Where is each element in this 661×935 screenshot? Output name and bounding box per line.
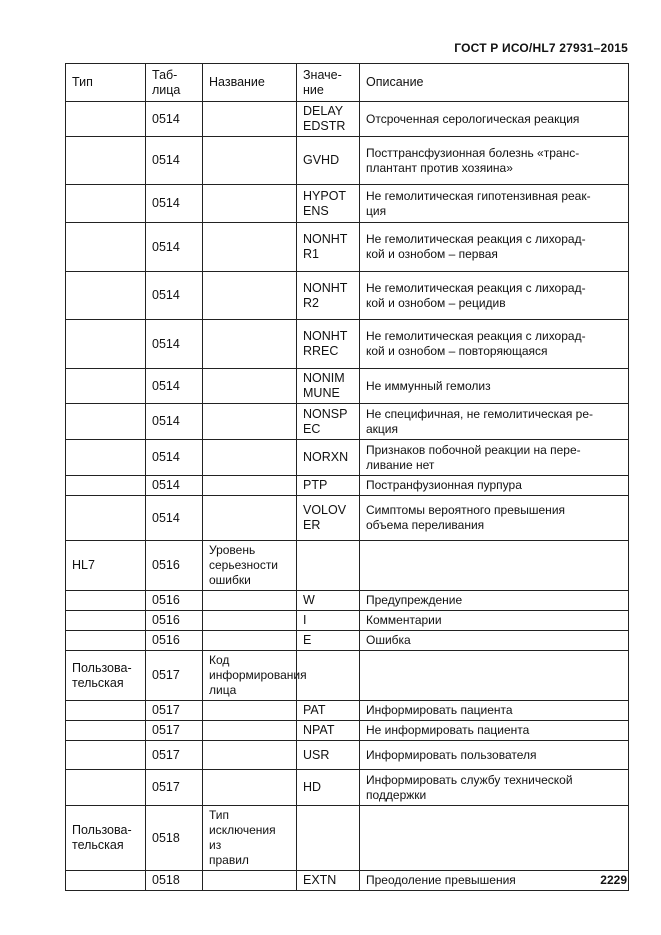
- cell-description: Преодоление превышения: [360, 871, 629, 891]
- cell-table: 0516: [146, 631, 203, 651]
- cell-description: Не гемолитическая реакция с лихорад- кой и ознобом – рецидив: [360, 272, 629, 320]
- cell-table: 0518: [146, 806, 203, 871]
- table-row: [66, 631, 629, 651]
- table-row: [66, 721, 629, 741]
- cell-table: 0517: [146, 651, 203, 701]
- cell-name: Код информирования лица: [203, 651, 297, 701]
- cell-value: NONHT R2: [297, 272, 360, 320]
- cell-type: [66, 721, 146, 741]
- cell-description: [360, 806, 629, 871]
- cell-description: Комментарии: [360, 611, 629, 631]
- cell-table: 0516: [146, 591, 203, 611]
- cell-value: I: [297, 611, 360, 631]
- table-row: [66, 137, 629, 185]
- cell-table: 0517: [146, 721, 203, 741]
- column-header-table: Таб- лица: [146, 64, 203, 102]
- cell-value: DELAY EDSTR: [297, 102, 360, 137]
- cell-table: 0517: [146, 741, 203, 770]
- cell-table: 0514: [146, 440, 203, 476]
- code-table: [65, 63, 629, 891]
- cell-type: [66, 476, 146, 496]
- cell-table: 0514: [146, 223, 203, 272]
- document-header: ГОСТ Р ИСО/HL7 27931–2015: [454, 41, 628, 55]
- cell-type: [66, 496, 146, 541]
- table-row: [66, 806, 629, 871]
- cell-name: [203, 611, 297, 631]
- cell-table: 0517: [146, 770, 203, 806]
- cell-table: 0514: [146, 185, 203, 223]
- cell-value: GVHD: [297, 137, 360, 185]
- table-row: [66, 476, 629, 496]
- cell-table: 0514: [146, 137, 203, 185]
- cell-name: [203, 404, 297, 440]
- cell-description: Не гемолитическая реакция с лихорад- кой и ознобом – повторяющаяся: [360, 320, 629, 369]
- cell-description: Не гемолитическая реакция с лихорад- кой и ознобом – первая: [360, 223, 629, 272]
- cell-description: Симптомы вероятного превышения объема переливания: [360, 496, 629, 541]
- cell-table: 0514: [146, 476, 203, 496]
- cell-name: [203, 770, 297, 806]
- cell-value: NPAT: [297, 721, 360, 741]
- cell-value: E: [297, 631, 360, 651]
- cell-type: [66, 701, 146, 721]
- cell-description: Информировать пользователя: [360, 741, 629, 770]
- column-header-value: Значе- ние: [297, 64, 360, 102]
- cell-value: NORXN: [297, 440, 360, 476]
- cell-description: Признаков побочной реакции на пере- ливание нет: [360, 440, 629, 476]
- cell-table: 0518: [146, 871, 203, 891]
- cell-name: [203, 496, 297, 541]
- cell-type: [66, 631, 146, 651]
- cell-table: 0514: [146, 102, 203, 137]
- cell-type: [66, 102, 146, 137]
- cell-name: [203, 871, 297, 891]
- column-header-description: Описание: [360, 64, 629, 102]
- cell-type: [66, 185, 146, 223]
- page-number: 2229: [600, 873, 627, 887]
- cell-type: [66, 369, 146, 404]
- cell-value: [297, 806, 360, 871]
- cell-type: [66, 591, 146, 611]
- table-row: [66, 541, 629, 591]
- cell-name: [203, 701, 297, 721]
- cell-table: 0516: [146, 541, 203, 591]
- cell-type: [66, 404, 146, 440]
- table-row: [66, 223, 629, 272]
- cell-type: Пользова- тельская: [66, 806, 146, 871]
- cell-value: NONIM MUNE: [297, 369, 360, 404]
- cell-table: 0514: [146, 404, 203, 440]
- table-row: [66, 741, 629, 770]
- cell-value: HD: [297, 770, 360, 806]
- cell-name: [203, 631, 297, 651]
- cell-type: [66, 440, 146, 476]
- cell-name: Тип исключения из правил: [203, 806, 297, 871]
- cell-type: [66, 272, 146, 320]
- cell-name: [203, 272, 297, 320]
- table-row: [66, 369, 629, 404]
- cell-description: Отсроченная серологическая реакция: [360, 102, 629, 137]
- cell-table: 0514: [146, 496, 203, 541]
- cell-description: Информировать пациента: [360, 701, 629, 721]
- cell-table: 0514: [146, 369, 203, 404]
- cell-value: NONHT R1: [297, 223, 360, 272]
- cell-value: NONSP EC: [297, 404, 360, 440]
- cell-table: 0514: [146, 320, 203, 369]
- cell-type: Пользова- тельская: [66, 651, 146, 701]
- cell-type: [66, 137, 146, 185]
- cell-table: 0514: [146, 272, 203, 320]
- cell-name: [203, 223, 297, 272]
- cell-name: [203, 440, 297, 476]
- cell-description: Посттрансфузионная болезнь «транс- плантант против хозяина»: [360, 137, 629, 185]
- column-header-name: Название: [203, 64, 297, 102]
- cell-value: HYPOT ENS: [297, 185, 360, 223]
- cell-name: [203, 591, 297, 611]
- cell-value: VOLOV ER: [297, 496, 360, 541]
- table-row: [66, 102, 629, 137]
- table-row: [66, 404, 629, 440]
- table-row: [66, 591, 629, 611]
- cell-description: [360, 651, 629, 701]
- cell-type: [66, 320, 146, 369]
- cell-value: PAT: [297, 701, 360, 721]
- table-row: [66, 770, 629, 806]
- table-row: [66, 701, 629, 721]
- cell-description: Не гемолитическая гипотензивная реак- ция: [360, 185, 629, 223]
- cell-description: [360, 541, 629, 591]
- cell-name: [203, 721, 297, 741]
- cell-type: [66, 741, 146, 770]
- cell-value: PTP: [297, 476, 360, 496]
- table-row: [66, 871, 629, 891]
- column-header-type: Тип: [66, 64, 146, 102]
- table-row: [66, 185, 629, 223]
- table-row: [66, 320, 629, 369]
- cell-value: USR: [297, 741, 360, 770]
- cell-value: EXTN: [297, 871, 360, 891]
- table-row: [66, 440, 629, 476]
- cell-value: W: [297, 591, 360, 611]
- cell-value: [297, 541, 360, 591]
- cell-name: [203, 102, 297, 137]
- cell-name: [203, 741, 297, 770]
- cell-type: [66, 223, 146, 272]
- cell-description: Предупреждение: [360, 591, 629, 611]
- cell-table: 0517: [146, 701, 203, 721]
- cell-name: [203, 369, 297, 404]
- cell-table: 0516: [146, 611, 203, 631]
- cell-type: [66, 611, 146, 631]
- cell-description: Не специфичная, не гемолитическая ре- акция: [360, 404, 629, 440]
- cell-type: [66, 770, 146, 806]
- table-row: [66, 651, 629, 701]
- cell-description: Постранфузионная пурпура: [360, 476, 629, 496]
- table-row: [66, 496, 629, 541]
- table-row: [66, 611, 629, 631]
- table-body: [66, 102, 629, 891]
- cell-description: Информировать службу технической поддержки: [360, 770, 629, 806]
- cell-description: Ошибка: [360, 631, 629, 651]
- cell-description: Не информировать пациента: [360, 721, 629, 741]
- cell-name: [203, 137, 297, 185]
- cell-type: HL7: [66, 541, 146, 591]
- table-row: [66, 272, 629, 320]
- cell-name: [203, 476, 297, 496]
- cell-value: NONHT RREC: [297, 320, 360, 369]
- table-header-row: [66, 64, 629, 102]
- cell-name: Уровень серьезности ошибки: [203, 541, 297, 591]
- cell-name: [203, 185, 297, 223]
- cell-type: [66, 871, 146, 891]
- cell-description: Не иммунный гемолиз: [360, 369, 629, 404]
- cell-name: [203, 320, 297, 369]
